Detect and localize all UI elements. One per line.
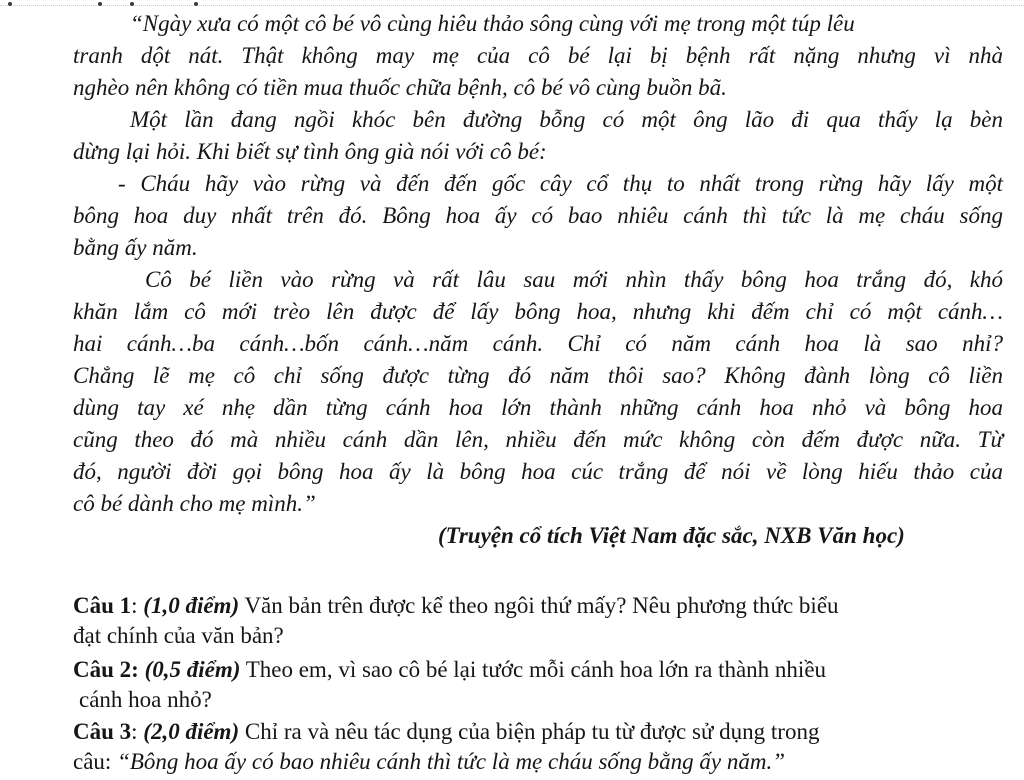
story-line: Chẳng lẽ mẹ cô chỉ sống được từng đó năm thôi sao? Không đành lòng cô liền	[73, 363, 1003, 388]
question-text: Chỉ ra và nêu tác dụng của biện pháp tu từ được sử dụng trong	[239, 719, 820, 744]
question-text: Văn bản trên được kể theo ngôi thứ mấy? Nêu phương thức biểu	[239, 593, 839, 618]
story-source: (Truyện cổ tích Việt Nam đặc sắc, NXB Văn học)	[438, 523, 905, 548]
story-line: hai cánh…ba cánh…bốn cánh…năm cánh. Chỉ có năm cánh hoa là sao nhỉ?	[73, 331, 1003, 356]
story-line: - Cháu hãy vào rừng và đến đến gốc cây cổ thụ to nhất trong rừng hãy lấy một	[118, 171, 1003, 196]
question-text: Theo em, vì sao cô bé lại tước mỗi cánh hoa lớn ra thành nhiều	[240, 657, 827, 682]
question-label: Câu 2:	[73, 657, 139, 682]
story-line: cô bé dành cho mẹ mình.”	[73, 491, 316, 516]
story-line: Một lần đang ngồi khóc bên đường bỗng có một ông lão đi qua thấy lạ bèn	[130, 107, 1003, 132]
question-3	[73, 718, 819, 746]
story-line: tranh dột nát. Thật không may mẹ của cô bé lại bị bệnh rất nặng nhưng vì nhà	[73, 43, 1003, 68]
story-line: “Ngày xưa có một cô bé vô cùng hiêu thảo sông cùng với mẹ trong một túp lêu	[130, 11, 855, 36]
question-2-continuation: cánh hoa nhỏ?	[79, 687, 212, 712]
question-1	[73, 592, 839, 620]
story-line: bằng ấy năm.	[73, 235, 198, 260]
question-points: (0,5 điểm)	[144, 657, 241, 682]
story-line: đó, người đời gọi bông hoa ấy là bông hoa cúc trắng để nói về lòng hiếu thảo của	[73, 459, 1003, 484]
story-line: dùng tay xé nhẹ dần từng cánh hoa lớn thành những cánh hoa nhỏ và bông hoa	[73, 395, 1003, 420]
question-separator: :	[131, 719, 144, 744]
question-1-continuation: đạt chính của văn bản?	[73, 623, 284, 648]
question-points: (2,0 điểm)	[143, 719, 240, 744]
question-3-continuation	[73, 748, 785, 776]
question-label: Câu 1	[73, 593, 132, 618]
quoted-sentence: “Bông hoa ấy có bao nhiêu cánh thì tức là mẹ cháu sống bằng ấy năm.”	[117, 749, 786, 774]
question-2	[73, 656, 826, 684]
question-label: Câu 3	[73, 719, 132, 744]
story-line: Cô bé liền vào rừng và rất lâu sau mới nhìn thấy bông hoa trắng đó, khó	[145, 267, 1003, 292]
story-line: nghèo nên không có tiền mua thuốc chữa bệnh, cô bé vô cùng buồn bã.	[73, 75, 727, 100]
question-separator: :	[131, 593, 144, 618]
story-line: cũng theo đó mà nhiều cánh dần lên, nhiều đến mức không còn đếm được nữa. Từ	[73, 427, 1003, 452]
story-line: dừng lại hỏi. Khi biết sự tình ông già nói với cô bé:	[73, 139, 547, 164]
question-text: câu:	[73, 749, 118, 774]
question-points: (1,0 điểm)	[143, 593, 240, 618]
story-line: khăn lắm cô mới trèo lên được để lấy bông hoa, nhưng khi đếm chỉ có một cánh…	[73, 299, 1003, 324]
story-line: bông hoa duy nhất trên đó. Bông hoa ấy có bao nhiêu cánh thì tức là mẹ cháu sống	[73, 203, 1003, 228]
